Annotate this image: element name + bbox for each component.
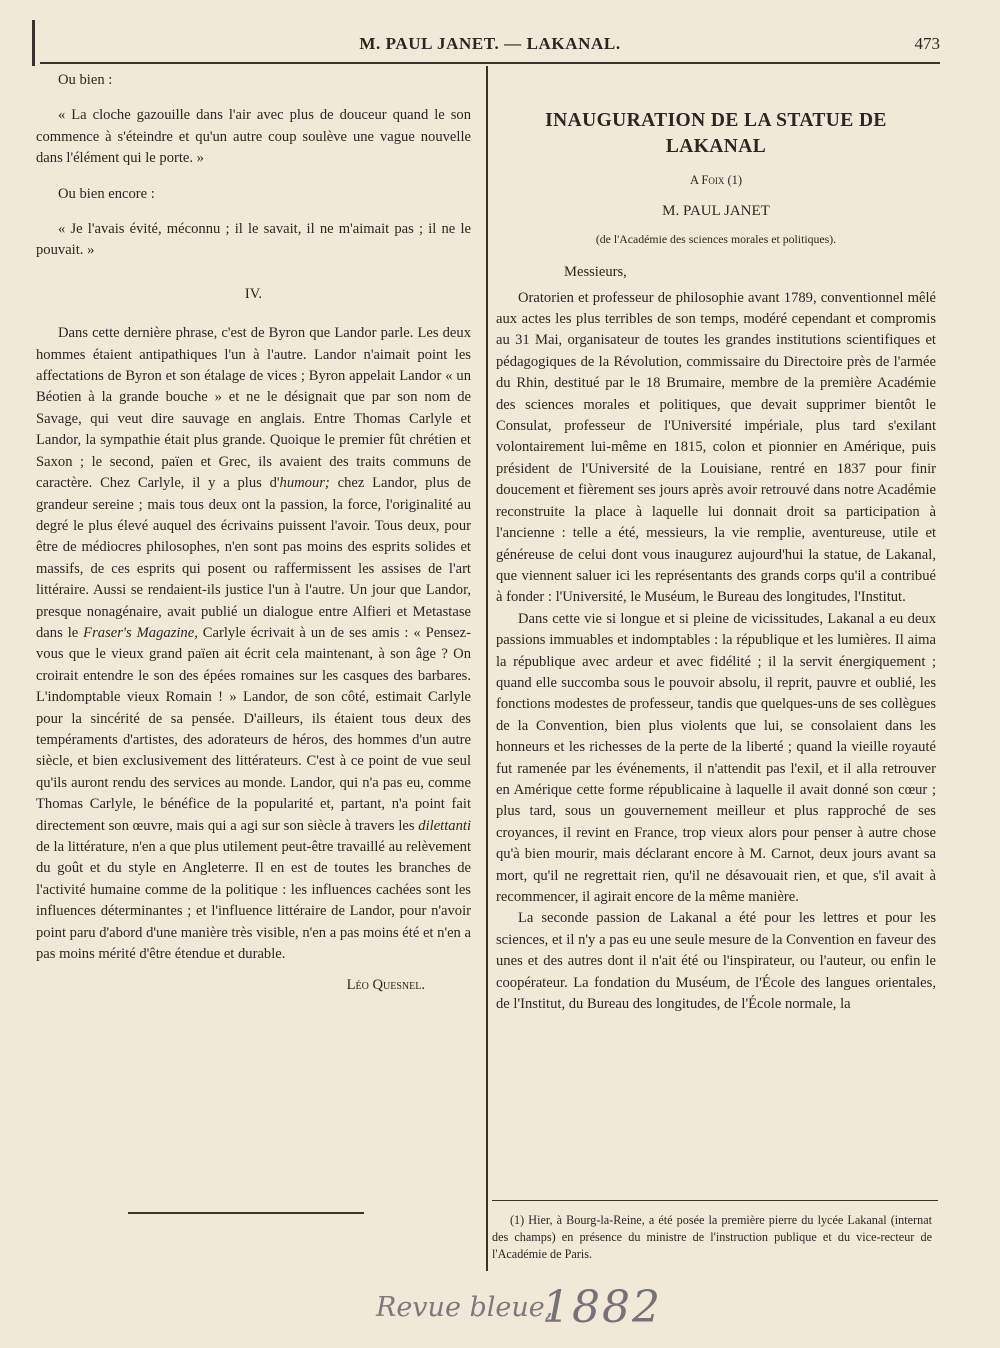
paragraph: Dans cette vie si longue et si pleine de vicissitudes, Lakanal a eu deux passions immuables et indomptables : la république et les lumières. Il aima la république avec ardeur et avec fidélité ; il la servit énergiquement ; quand elle succomba sous le pouvoir absolu, il reprit, pauvre et oublié, les fonctions modestes de professeur, tandis que quelques-uns de ses collègues de la Convention, bien plus violents que lui, se consolaient dans les honneurs et les richesses de la perte de la liberté ; quand la vieille royauté fut ramenée par les événements, il n'attendit pas l'exil, et il alla retrouver en Amérique cette forme républicaine à laquelle il avait donné son cœur ; plus tard, sous un gouvernement meilleur et plus rapproché de ses croyances, il revint en France, trop vieux alors pour penser à autre chose qu'à bien mourir, mais déclarant encore à M. Carnot, deux jours avant sa mort, qu'il ne regrettait rien, qu'il ne désavouait rien, et que, s'il avait à recommencer, il agirait encore de la même manière. [496,610,936,905]
paragraph: Ou bien encore : [58,185,155,202]
italic-term: humour; [279,475,330,492]
text-run: Carlyle écrivait à un de ses amis : « Pensez-vous que le vieux grand païen ait écrit cela maintenant, à son âge ? On croirait entendre le son des épées romaines sur les casques des barbares. L'indomptable vieux Romain ! » Landor, de son côté, estimait Carlyle pour la sincérité de sa pensée. D'ailleurs, ils étaient tous deux des tempéraments d'artistes, des adorateurs de héros, des hommes d'un autre siècle, et bien exclusivement des littérateurs. C'est à ce point de vue seul qu'ils auront rendu des services au monde. Landor, qui n'a pas eu, comme Thomas Carlyle, le bénéfice de la popularité et, partant, n'a point fait directement son œuvre, mais qui a agi sur son siècle à travers les [36,624,471,834]
paragraph [36,323,471,965]
section-number: IV. [244,285,263,302]
page-header [40,28,940,62]
paragraph: Ou bien : [58,72,113,88]
footnote-rule [492,1200,938,1201]
quotation: « Je l'avais évité, méconnu ; il le savait, il ne m'aimait pas ; il ne le pouvait. » [36,221,471,259]
handwritten-year: 1882 [542,1282,662,1333]
column-divider [486,66,488,1271]
author-affiliation: (de l'Académie des sciences morales et politiques). [595,231,837,246]
article-location: A Foix (1) [689,173,743,187]
paragraph: La seconde passion de Lakanal a été pour les lettres et pour les sciences, et il n'y a pas eu une seule mesure de la Convention en faveur des unes et des autres dont il n'ait été ou l'inspirateur, ou l'auteur, ou enfin le coopérateur. La fondation du Muséum, de l'École des langues orientales, de l'Institut, du Bureau des longitudes, de l'École normale, la [496,910,936,1013]
paragraph: Oratorien et professeur de philosophie avant 1789, conventionnel mêlé aux actes les plus terribles de son temps, modéré cependant et compromis au 31 Mai, organisateur de toutes les grandes institutions scientifiques et pédagogiques de la Révolution, commissaire du Directoire près de l'armée du Rhin, destitué par le 18 Brumaire, membre de la première Académie des sciences morales et politiques, que devait supprimer bientôt le Consulat, professeur de l'Université impériale, plus tard s'exilant volontairement lui-même en 1815, colon et pionnier en Amérique, puis président de l'Université de la Louisiane, rentré en 1837 pour finir doucement et fièrement ses jours après avoir retrouvé dans notre Académie reconstruite la place à laquelle lui donnait droit sa participation à l'ancienne : telle a été, messieurs, la vie remplie, aventureuse, utile et généreuse de celui dont vous inaugurez aujourd'hui la statue, de Lakanal, que viennent saluer ici les représentants des grands corps qu'il a contribué à fonder : l'Université, le Muséum, le Bureau des longitudes, l'Institut. [496,289,936,606]
author-signature: Léo Quesnel. [346,977,425,994]
page-number: 473 [914,34,940,53]
text-run: Dans cette dernière phrase, c'est de Byron que Landor parle. Les deux hommes étaient antipathiques l'un à l'autre. Landor n'aimait point les affectations de Byron et son étalage de vices ; Byron appelait Landor « un Béotien à la grande bouche » et ne le désignait que par son nom de Savage, qui veut dire sauvage en anglais. Entre Thomas Carlyle et Landor, la sympathie était plus grande. Quoique le premier fût chrétien et Saxon ; le second, païen et Grec, ils avaient des traits communs de caractère. Chez Carlyle, il y a plus d' [36,325,471,492]
margin-bracket [32,20,35,66]
handwritten-annotation [372,1278,692,1340]
quotation: « La cloche gazouille dans l'air avec plus de douceur quand le son commence à s'éteindre et qu'un autre coup soulève une vague nouvelle dans l'élément qui le porte. » [36,107,471,167]
text-run: de la littérature, n'en a que plus utilement peut-être travaillé au relèvement du goût et du style en Angleterre. Il en est de toutes les branches de l'activité humaine comme de la politique : les influences cachées sont les influences déterminantes ; et l'influence littéraire de Landor, pour n'avoir point paru d'abord d'une manière très visible, n'en a pas moins été et n'en a pas moins mérité d'être étendue et durable. [36,839,471,963]
italic-term: dilettanti [418,817,471,834]
article-title: INAUGURATION DE LA STATUE DE LAKANAL [545,110,887,157]
handwritten-source: Revue bleue, [376,1292,554,1323]
salutation: Messieurs, [564,264,627,281]
header-rule [40,62,940,64]
text-run: chez Landor, plus de grandeur sereine ; mais tous deux ont la passion, la force, l'originalité au degré le plus élevé auquel des écrivains puissent l'avoir. Tous deux, pour être de médiocres philosophes, n'en sont pas moins des esprits solides et massifs, de ces esprits qui posent ou raffermissent les assises de l'art littéraire. Aussi se rendaient-ils justice l'un à l'autre. Un jour que Landor, presque nonagénaire, avait publié un dialogue entre Alfieri et Metastase dans le [36,475,471,641]
italic-term: Fraser's Magazine, [83,624,198,641]
footnote: (1) Hier, à Bourg-la-Reine, a été posée la première pierre du lycée Lakanal (internat des champs) en présence du ministre de l'instruction publique et du vice-recteur de l'Académie de Paris. [492,1213,932,1261]
left-column [36,70,471,997]
right-column [496,70,936,1015]
article-author: M. PAUL JANET [662,203,770,220]
running-head: M. PAUL JANET. — LAKANAL. [359,34,621,53]
article-end-rule [128,1212,364,1214]
